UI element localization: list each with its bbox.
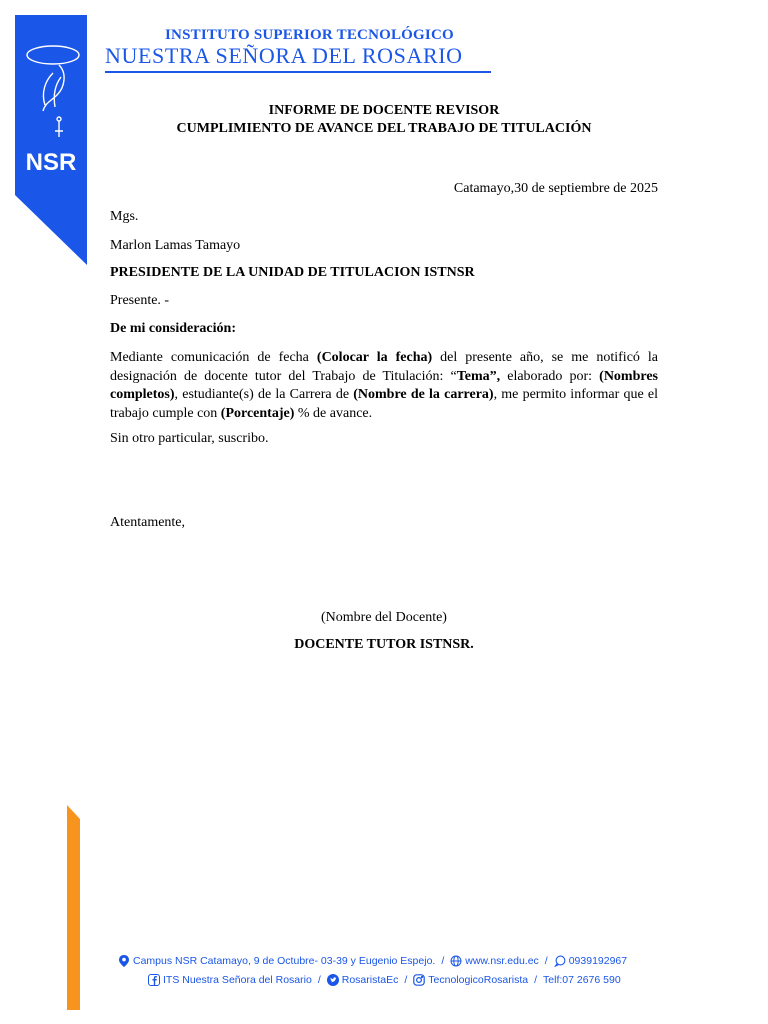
- orange-accent-bar: [67, 805, 80, 1010]
- report-title-line-1: INFORME DE DOCENTE REVISOR: [268, 103, 500, 118]
- body-text-4: , estudiante(s) de la Carrera de: [174, 387, 354, 402]
- footer-phone: Telf:07 2676 590: [543, 974, 621, 986]
- recipient-name: Marlon Lamas Tamayo: [110, 238, 241, 253]
- institute-name: [105, 27, 495, 73]
- globe-icon: [450, 955, 462, 967]
- report-title-line-2: CUMPLIMIENTO DE AVANCE DEL TRABAJO DE TITULACIÓN: [176, 121, 592, 136]
- placeholder-names: (Nombres completos): [110, 368, 658, 402]
- body-text-2: del presente año, se me notificó la designación de docente tutor del Trabajo de Titulación: “: [110, 350, 659, 384]
- presente-line: Presente. -: [110, 293, 170, 308]
- placeholder-topic: Tema”,: [456, 368, 501, 384]
- recipient-role: PRESIDENTE DE LA UNIDAD DE TITULACION ISTNSR: [110, 265, 475, 280]
- recipient-title: Mgs.: [110, 209, 139, 224]
- body-paragraph: [110, 349, 658, 423]
- footer-separator: /: [534, 974, 538, 986]
- header-rule: [105, 71, 491, 73]
- instagram-icon: [413, 974, 425, 986]
- whatsapp-icon: [554, 955, 566, 967]
- placeholder-date: (Colocar la fecha): [316, 350, 433, 365]
- nsr-logo-banner: [15, 15, 87, 265]
- twitter-icon: [327, 974, 339, 986]
- footer-instagram: TecnologicoRosarista: [428, 974, 529, 986]
- consideration-line: De mi consideración:: [110, 321, 236, 336]
- body-text-3: elaborado por:: [500, 368, 600, 384]
- banner-nsr-text: NSR: [25, 149, 77, 176]
- footer-twitter: RosaristaEc: [341, 974, 399, 986]
- footer-separator: /: [404, 974, 408, 986]
- institute-line-2: NUESTRA SEÑORA DEL ROSARIO: [105, 43, 463, 68]
- body-text-5: , me permito informar que el trabajo cumple con: [110, 387, 658, 421]
- footer-line-1: [118, 955, 627, 967]
- letter-date: Catamayo,30 de septiembre de 2025: [453, 181, 658, 196]
- footer-separator: /: [544, 955, 548, 967]
- closing-line: Sin otro particular, suscribo.: [110, 431, 269, 446]
- institute-line-1: INSTITUTO SUPERIOR TECNOLÓGICO: [165, 27, 454, 43]
- footer-facebook: ITS Nuestra Señora del Rosario: [163, 974, 312, 986]
- footer-separator: /: [317, 974, 321, 986]
- signer-name: (Nombre del Docente): [321, 610, 447, 625]
- footer-line-2: [148, 974, 621, 986]
- body-text-6: % de avance.: [294, 405, 373, 421]
- placeholder-percentage: (Porcentaje): [220, 405, 295, 421]
- facebook-icon: [148, 974, 160, 986]
- footer-whatsapp: 0939192967: [568, 955, 628, 967]
- placeholder-career: (Nombre de la carrera): [353, 387, 494, 402]
- location-pin-icon: [118, 955, 130, 967]
- footer-separator: /: [441, 955, 445, 967]
- signer-role: DOCENTE TUTOR ISTNSR.: [294, 637, 474, 652]
- footer-website-link[interactable]: www.nsr.edu.ec: [465, 955, 539, 967]
- body-text-1: Mediante comunicación de fecha: [110, 350, 317, 365]
- regards-line: Atentamente,: [110, 515, 186, 530]
- footer-address: Campus NSR Catamayo, 9 de Octubre- 03-39 y Eugenio Espejo.: [133, 955, 436, 967]
